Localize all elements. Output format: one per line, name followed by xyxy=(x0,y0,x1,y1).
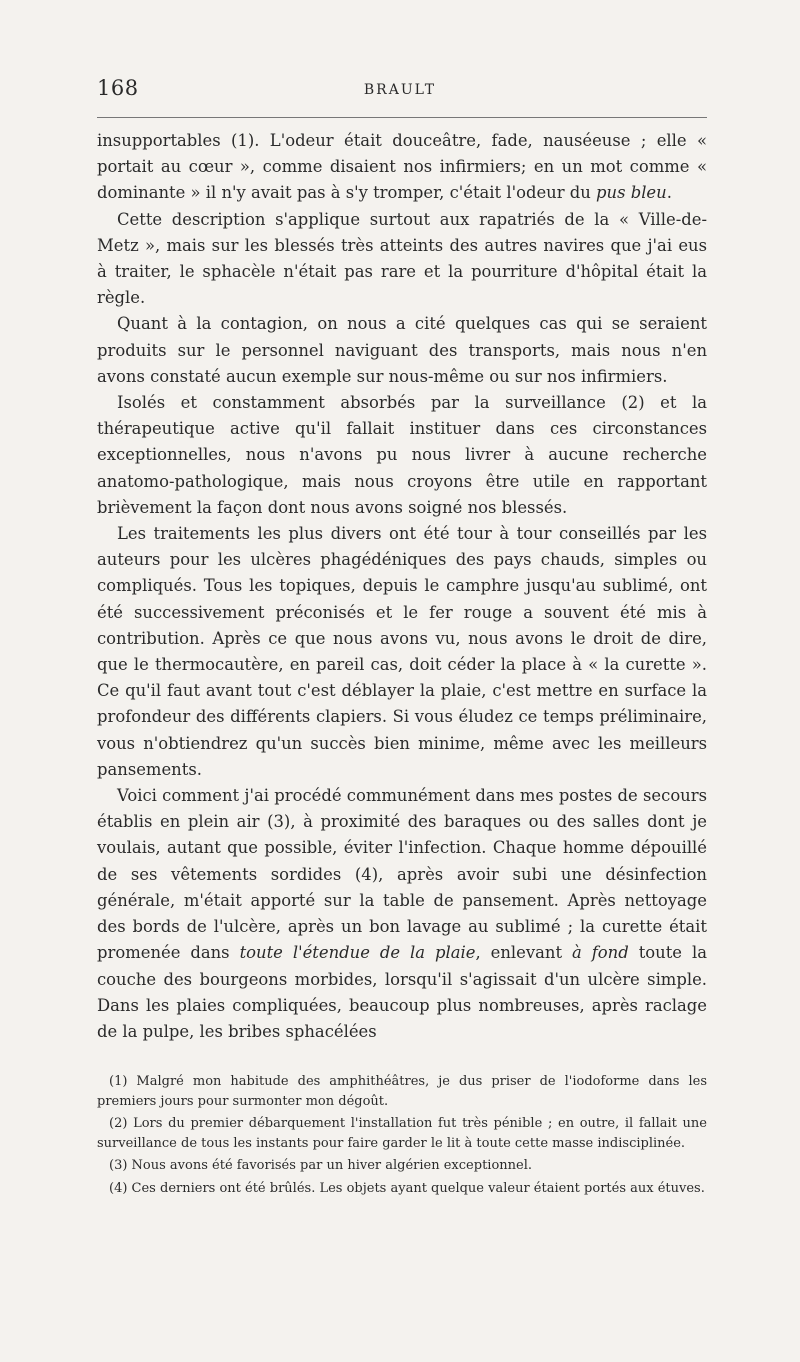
running-head: BRAULT xyxy=(363,82,437,98)
footnote-3: (3) Nous avons été favorisés par un hiver algérien exceptionnel. xyxy=(109,1158,533,1173)
paragraph-1-text: insupportables (1). L'odeur était douceâtre, fade, nauséeuse ; elle « portait au cœur », comme disaient nos infirmiers; en un mot comme « dominante » il n'y avait pas à s'y tromper, c'était l'odeur du xyxy=(97,131,707,203)
body-text xyxy=(97,128,707,1045)
footnote-1: (1) Malgré mon habitude des amphithéâtres, je dus priser de l'iodoforme dans les premiers jours pour surmonter mon dégoût. xyxy=(97,1074,707,1109)
paragraph-4: Isolés et constamment absorbés par la surveillance (2) et la thérapeutique active qu'il fallait instituer dans ces circonstances exceptionnelles, nous n'avons pu nous livrer à aucune recherche anatomo-pathologique, mais nous croyons être utile en rapportant brièvement la façon dont nous avons soigné nos blessés. xyxy=(97,393,707,517)
paragraph-1-end: . xyxy=(666,183,672,203)
paragraph-6-italic-2: à fond xyxy=(572,943,629,963)
paragraph-6 xyxy=(97,783,707,1045)
footnote-2: (2) Lors du premier débarquement l'installation fut très pénible ; en outre, il fallait une surveillance de tous les instants pour faire garder le lit à toute cette masse indisciplinée. xyxy=(97,1116,707,1151)
page-number: 168 xyxy=(97,76,139,100)
paragraph-1 xyxy=(97,128,707,207)
paragraph-2: Cette description s'applique surtout aux rapatriés de la « Ville-de-Metz », mais sur les blessés très atteints des autres navires que j'ai eus à traiter, le sphacèle n'était pas rare et la pourriture d'hôpital était la règle. xyxy=(97,209,707,308)
paragraph-1-italic: pus bleu xyxy=(596,183,667,203)
paragraph-5: Les traitements les plus divers ont été tour à tour conseillés par les auteurs pour les ulcères phagédéniques des pays chauds, simples ou compliqués. Tous les topiques, depuis le camphre jusqu'au sublimé, ont été successivement préconisés et le fer rouge a souvent été mis à contribution. Après ce que nous avons vu, nous avons le droit de dire, que le thermocautère, en pareil cas, doit céder la place à « la curette ». Ce qu'il faut avant tout c'est déblayer la plaie, c'est mettre en surface la profondeur des différents clapiers. Si vous éludez ce temps préliminaire, vous n'obtiendrez qu'un succès bien minime, même avec les meilleurs pansements. xyxy=(97,524,707,779)
paragraph-6-italic-1: toute l'étendue de la plaie xyxy=(239,943,476,963)
header-rule xyxy=(97,117,707,118)
paragraph-6-text: Voici comment j'ai procédé communément dans mes postes de secours établis en plein air (3), à proximité des baraques ou des salles dont je voulais, autant que possible, éviter l'infection. Chaque homme dépouillé de ses vêtements sordides (4), après avoir subi une désinfection générale, m'était apporté sur la table de pansement. Après nettoyage des bords de l'ulcère, après un bon lavage au sublimé ; la curette était promenée dans xyxy=(97,786,707,963)
footnotes xyxy=(97,1072,707,1201)
paragraph-6-text-2: , enlevant xyxy=(475,943,572,963)
paragraph-3: Quant à la contagion, on nous a cité quelques cas qui se seraient produits sur le personnel naviguant des transports, mais nous n'en avons constaté aucun exemple sur nous-même ou sur nos infirmiers. xyxy=(97,314,707,386)
paragraph-6-text-3: toute la couche des bourgeons morbides, lorsqu'il s'agissait d'un ulcère simple. Dans les plaies compliquées, beaucoup plus nombreuses, après raclage de la pulpe, les bribes sphacélées xyxy=(97,943,707,1041)
footnote-4: (4) Ces derniers ont été brûlés. Les objets ayant quelque valeur étaient portés aux étuves. xyxy=(109,1180,705,1196)
